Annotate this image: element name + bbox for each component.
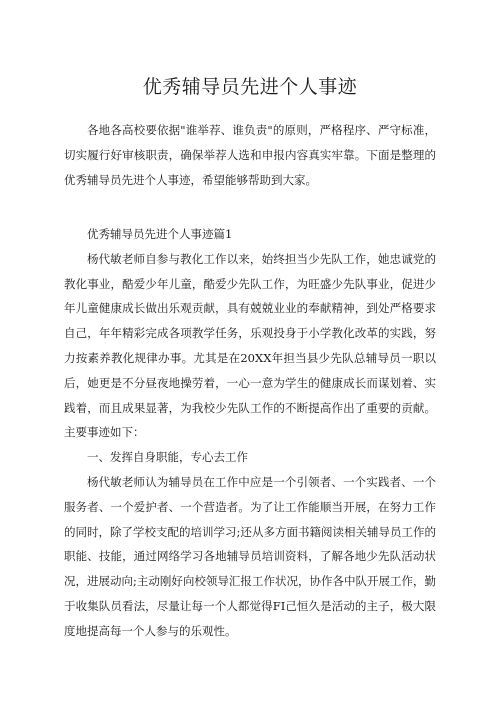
section-heading: 优秀辅导员先进个人事迹篇1 [87,227,233,241]
document-title: 优秀辅导员先进个人事迹 [142,76,358,98]
section-block [64,222,436,644]
body-paragraph-2: 杨代敏老师认为辅导员在工作中应是一个引领者、一个实践者、一个服务者、一个爱护者、一个营造者。为了让工作能顺当开展，在努力工作的同时，除了学校支配的培训学习;还从多方面书籍阅读相关辅导员工作的职能、技能，通过网络学习各地辅导员培训资料，了解各地少先队活动状况，进展动向;主动刚好向校领导汇报工作状况，协作各中队开展工作，勤于收集队员看法，尽量让每一个人都觉得FI己恒久是活动的主子，极大限度地提高每一个人参与的乐观性。 [64,474,436,638]
subheading-1: 一、发挥自身职能，专心去工作 [87,450,248,465]
body-paragraph-1: 杨代敏老师自参与教化工作以来，始终担当少先队工作，她忠诚党的教化事业，酷爱少年儿童，酷爱少先队工作，为旺盛少先队事业，促进少年儿童健康成长做出乐观贡献，具有兢兢业业的奉献精神，到处严格要求自己，年年精彩完成各项教学任务，乐观投身于小学教化改革的实践，努力按素养教化规律办事。尤其是在20XX年担当县少先队总辅导员一职以后，她更是不分昼夜地操劳着，一心一意为学生的健康成长而谋划着、实践着，而且成果显著，为我校少先队工作的不断提高作出了重要的贡献。主要事迹如下： [64,251,436,440]
intro-block [64,118,436,192]
intro-paragraph: 各地各高校要依据"谁举荐、谁负责"的原则，严格程序、严守标准，切实履行好审核职责，确保举荐人选和申报内容真实牢靠。下面是整理的优秀辅导员先进个人事迹，希望能够帮助到大家。 [64,123,436,187]
